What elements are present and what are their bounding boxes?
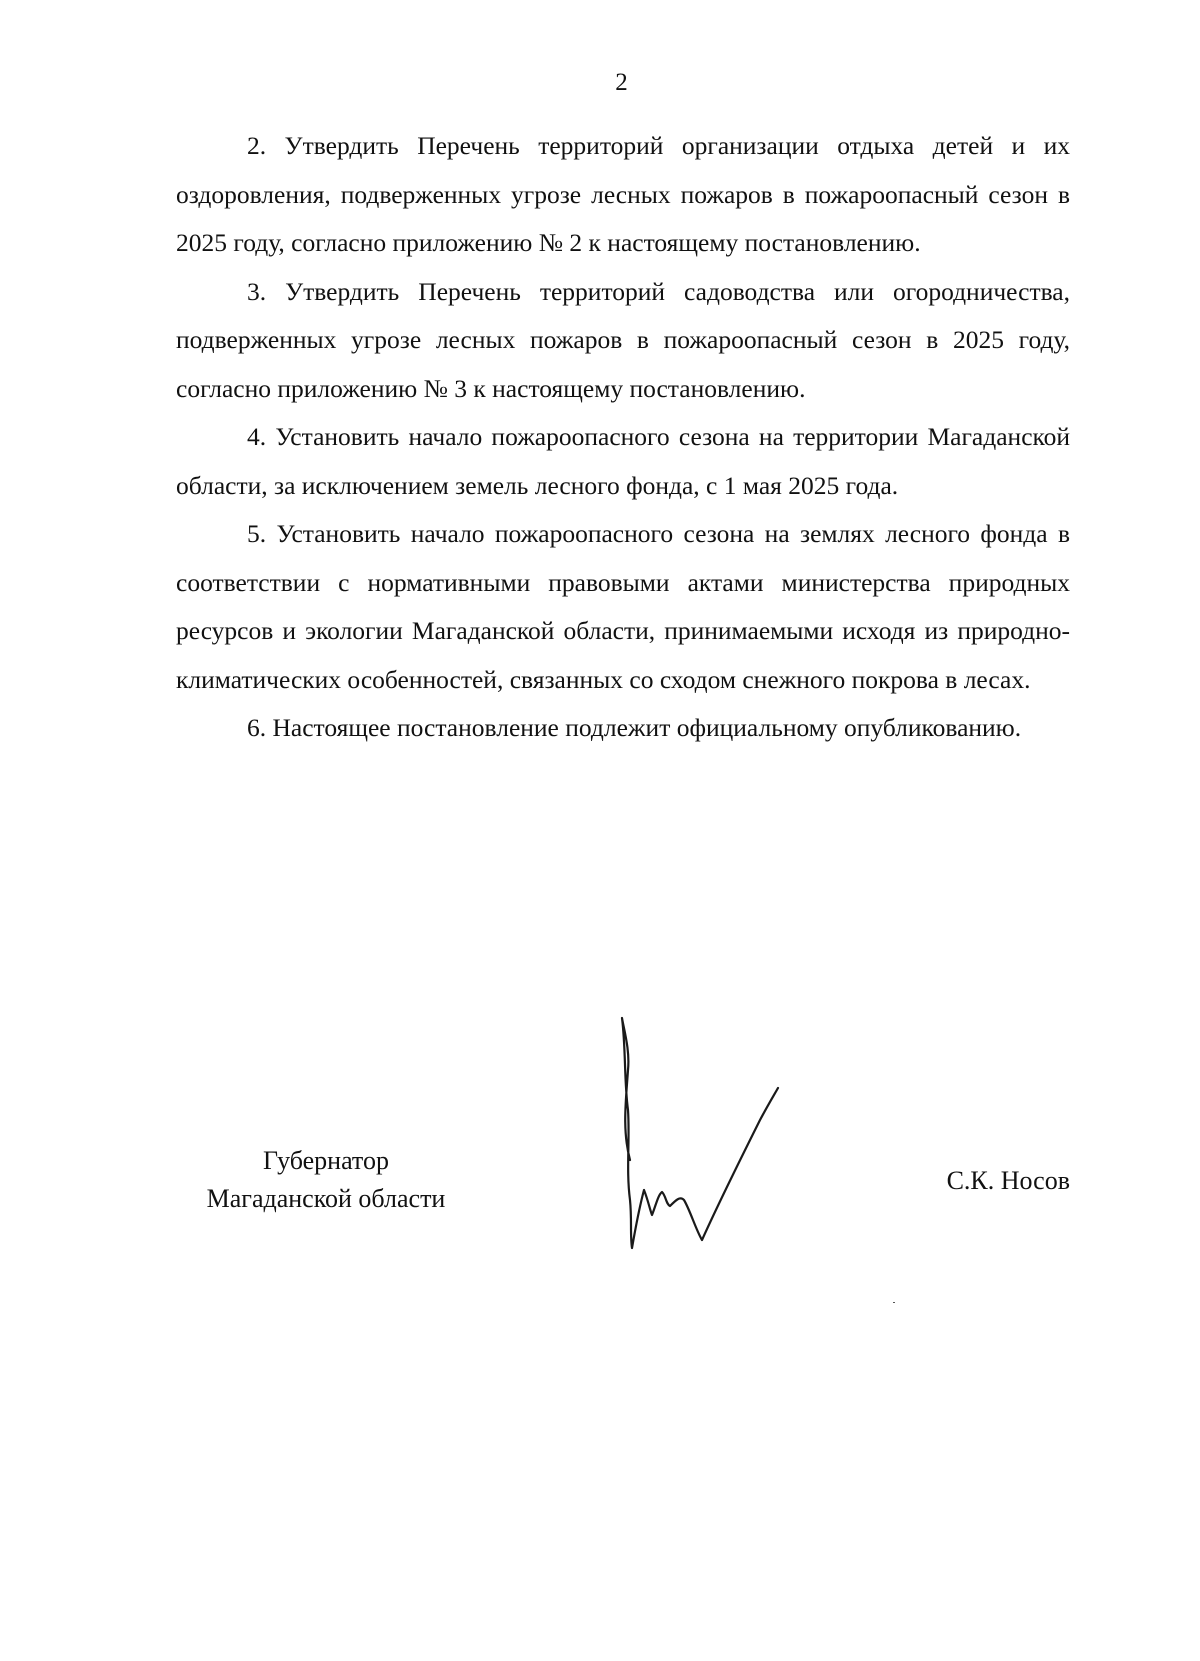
document-body <box>176 122 1070 753</box>
paragraph-6: 6. Настоящее постановление подлежит официальному опубликованию. <box>247 713 1022 742</box>
paragraph-3: 3. Утвердить Перечень территорий садоводства или огородничества, подверженных угрозе лесных пожаров в пожароопасный сезон в 2025 году, согласно приложению № 3 к настоящему постановлению. <box>176 276 1070 403</box>
signatory-title <box>176 1142 476 1218</box>
signatory-title-line-1: Губернатор <box>263 1146 389 1175</box>
scan-speck <box>893 1302 895 1303</box>
signatory-name: С.К. Носов <box>946 1166 1070 1195</box>
handwritten-signature <box>600 1010 820 1260</box>
signatory-title-line-2: Магаданской области <box>206 1184 446 1213</box>
page-number: 2 <box>615 69 628 96</box>
paragraph-4: 4. Установить начало пожароопасного сезона на территории Магаданской области, за исключением земель лесного фонда, с 1 мая 2025 года. <box>176 422 1070 500</box>
paragraph-2: 2. Утвердить Перечень территорий организации отдыха детей и их оздоровления, подверженных угрозе лесных пожаров в пожароопасный сезон в 2025 году, согласно приложению № 2 к настоящему постановлению. <box>176 131 1070 257</box>
paragraph-5: 5. Установить начало пожароопасного сезона на землях лесного фонда в соответствии с нормативными правовыми актами министерства природных ресурсов и экологии Магаданской области, принимаемыми исходя из природно-климатических особенностей, связанных со сходом снежного покрова в лесах. <box>176 519 1070 694</box>
